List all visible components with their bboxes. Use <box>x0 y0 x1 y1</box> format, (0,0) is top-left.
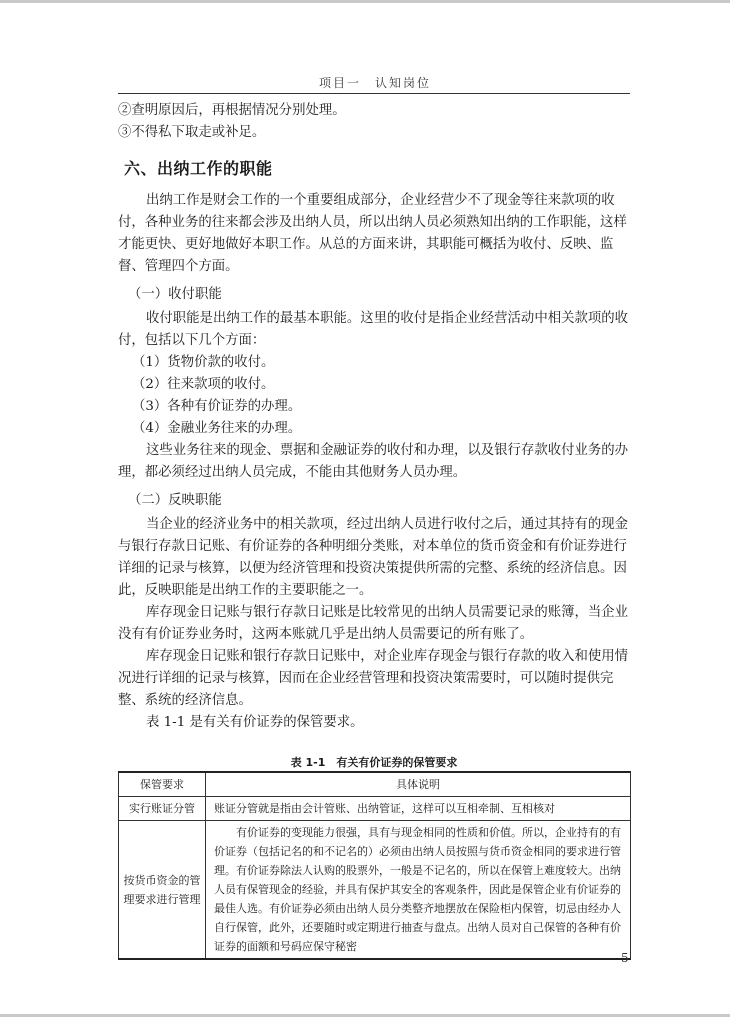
column-header: 保管要求 <box>119 772 206 797</box>
intro-item: ③不得私下取走或补足。 <box>118 125 266 140</box>
column-header: 具体说明 <box>206 772 631 797</box>
paragraph: 当企业的经济业务中的相关款项，经过出纳人员进行收付之后，通过其持有的现金与银行存款日记账、有价证券的各种明细分类账，对本单位的货币资金和有价证券进行详细的记录与核算，以便为经济管理和投资决策提供所需的完整、系统的经济信息。因此，反映职能是出纳工作的主要职能之一。 <box>118 517 629 598</box>
section-heading: 六、出纳工作的职能 <box>124 159 273 178</box>
paragraph: 这些业务往来的现金、票据和金融证券的收付和办理，以及银行存款收付业务的办理，都必须经过出纳人员完成，不能由其他财务人员办理。 <box>118 443 629 480</box>
requirements-table <box>118 771 631 960</box>
detail-cell: 有价证券的变现能力很强，具有与现金相同的性质和价值。所以，企业持有的有价证券（包括记名的和不记名的）必须由出纳人员按照与货币资金相同的要求进行管理。有价证券除法人认购的股票外，一般是不记名的，所以在保管上难度较大。出纳人员有保管现金的经验，并具有保护其安全的客观条件，因此是保管企业有价证券的最佳人选。有价证券必须由出纳人员分类整齐地摆放在保险柜内保管，切忌由经办人自行保管，此外，还要随时或定期进行抽查与盘点。出纳人员对自己保管的各种有价证券的面额和号码应保守秘密 <box>206 821 631 960</box>
detail-cell: 账证分管就是指由会计管账、出纳管证，这样可以互相牵制、互相核对 <box>206 797 631 821</box>
body-text <box>118 100 632 734</box>
list-item: （3）各种有价证券的办理。 <box>132 399 302 414</box>
table-row <box>119 821 631 960</box>
subheading: （一）收付职能 <box>128 287 222 302</box>
header-rule <box>118 93 630 94</box>
paragraph: 收付职能是出纳工作的最基本职能。这里的收付是指企业经营活动中相关款项的收付，包括以下几个方面： <box>118 311 629 348</box>
table-header-row <box>119 772 631 797</box>
list-item: （4）金融业务往来的办理。 <box>132 421 302 436</box>
paragraph: 库存现金日记账和银行存款日记账中，对企业库存现金与银行存款的收入和使用情况进行详细的记录与核算，因而在企业经营管理和投资决策需要时，可以随时提供完整、系统的经济信息。 <box>118 649 629 708</box>
running-header: 项目一 认知岗位 <box>318 76 431 90</box>
table-caption: 表 1-1 有关有价证券的保管要求 <box>290 756 458 769</box>
list-item: （1）货物价款的收付。 <box>132 355 275 370</box>
paragraph: 表 1-1 是有关有价证券的保管要求。 <box>146 715 364 730</box>
paragraph: 出纳工作是财会工作的一个重要组成部分，企业经营少不了现金等往来款项的收付，各种业务的往来都会涉及出纳人员，所以出纳人员必须熟知出纳的工作职能，这样才能更快、更好地做好本职工作。从总的方面来讲，其职能可概括为收付、反映、监督、管理四个方面。 <box>118 193 627 274</box>
page-number: 5 <box>621 951 629 965</box>
intro-item: ②查明原因后，再根据情况分别处理。 <box>118 103 346 118</box>
list-item: （2）往来款项的收付。 <box>132 377 275 392</box>
subheading: （二）反映职能 <box>128 493 222 508</box>
table-row <box>119 797 631 821</box>
requirement-cell: 实行账证分管 <box>119 797 206 821</box>
requirement-cell: 按货币资金的管理要求进行管理 <box>119 821 206 960</box>
paragraph: 库存现金日记账与银行存款日记账是比较常见的出纳人员需要记录的账簿，当企业没有有价证券业务时，这两本账就几乎是出纳人员需要记的所有账了。 <box>118 605 629 642</box>
page-top-border <box>0 0 730 3</box>
